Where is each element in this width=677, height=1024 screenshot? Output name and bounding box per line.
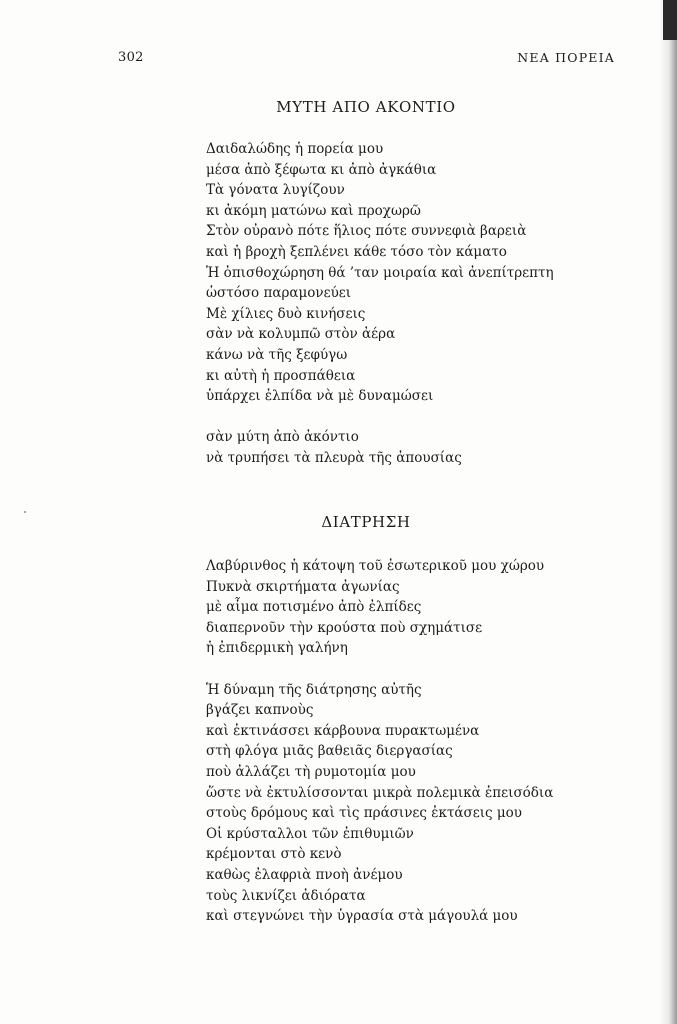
poem-line: νὰ τρυπήσει τὰ πλευρὰ τῆς ἀπουσίας <box>206 449 462 466</box>
poem-line: καὶ στεγνώνει τὴν ὑγρασία στὰ μάγουλά μου <box>206 908 518 925</box>
poem-line: κι ἀκόμη ματώνω καὶ προχωρῶ <box>206 202 421 219</box>
poem-line: Τὰ γόνατα λυγίζουν <box>206 182 345 199</box>
poem-line: σὰν νὰ κολυμπῶ στὸν ἀέρα <box>206 326 396 343</box>
poem-line: ποὺ ἀλλάζει τὴ ρυμοτομία μου <box>206 763 416 780</box>
poem-line: βγάζει καπνοὺς <box>206 702 314 719</box>
scan-edge-mark <box>663 0 677 40</box>
poem-line: Ἡ δύναμη τῆς διάτρησης αὐτῆς <box>206 681 422 698</box>
scan-speck <box>24 511 26 513</box>
poem-line: τοὺς λικνίζει ἀδιόρατα <box>206 887 366 904</box>
scan-edge-shadow <box>659 0 677 1024</box>
poem-line: ὡστόσο παραμονεύει <box>206 285 352 302</box>
poem-body <box>206 556 553 927</box>
stanza <box>206 139 554 407</box>
poem-line: ὥστε νὰ ἐκτυλίσσονται μικρὰ πολεμικὰ ἐπεισόδια <box>206 784 554 801</box>
poem-line: ὑπάρχει ἐλπίδα νὰ μὲ δυναμώσει <box>206 388 434 405</box>
poem-line: κι αὐτὴ ἡ προσπάθεια <box>206 367 356 384</box>
poem-line: Λαβύρινθος ἡ κάτοψη τοῦ ἐσωτερικοῦ μου χώρου <box>206 558 545 574</box>
stanza <box>206 427 554 468</box>
poem-line: μέσα ἀπὸ ξέφωτα κι ἀπὸ ἀγκάθια <box>206 161 437 178</box>
poem-line: Δαιδαλώδης ἡ πορεία μου <box>206 141 384 157</box>
poem-line: διαπερνοῦν τὴν κρούστα ποὺ σχημάτισε <box>206 619 483 636</box>
stanza <box>206 680 553 927</box>
poem-line: καὶ ἐκτινάσσει κάρβουνα πυρακτωμένα <box>206 722 480 739</box>
page-number: 302 <box>118 50 144 65</box>
poem-line: καθὼς ἐλαφριὰ πνοὴ ἀνέμου <box>206 866 403 883</box>
poem-line: μὲ αἷμα ποτισμένο ἀπὸ ἐλπίδες <box>206 599 422 616</box>
poem-line: καὶ ἡ βροχὴ ξεπλένει κάθε τόσο τὸν κάματο <box>206 243 507 260</box>
poem-line: Στὸν οὐρανὸ πότε ἥλιος πότε συννεφιὰ βαρειὰ <box>206 223 527 240</box>
stanza <box>206 556 553 659</box>
poem-line: κρέμονται στὸ κενὸ <box>206 846 342 863</box>
poem-line: Οἱ κρύσταλλοι τῶν ἐπιθυμιῶν <box>206 825 414 842</box>
running-head: ΝΕΑ ΠΟΡΕΙΑ <box>517 50 615 65</box>
poem-line: κάνω νὰ τῆς ξεφύγω <box>206 346 348 363</box>
poem-line: στὴ φλόγα μιᾶς βαθειᾶς διεργασίας <box>206 743 453 760</box>
poem-line: Πυκνὰ σκιρτήματα ἀγωνίας <box>206 578 400 595</box>
poem-line: ἡ ἐπιδερμικὴ γαλήνη <box>206 640 348 657</box>
poem-title: ΔΙΑΤΡΗΣΗ <box>321 513 411 531</box>
poem-line: στοὺς δρόμους καὶ τὶς πράσινες ἐκτάσεις μου <box>206 805 522 822</box>
poem-line: Μὲ χίλιες δυὸ κινήσεις <box>206 305 366 322</box>
poem-line: σὰν μύτη ἀπὸ ἀκόντιο <box>206 429 359 446</box>
poem-body <box>206 139 554 469</box>
poem-line: Ἡ ὀπισθοχώρηση θά ’ταν μοιραία καὶ ἀνεπίτρεπτη <box>206 264 554 281</box>
poem-title: ΜΥΤΗ ΑΠΟ ΑΚΟΝΤΙΟ <box>276 98 456 116</box>
